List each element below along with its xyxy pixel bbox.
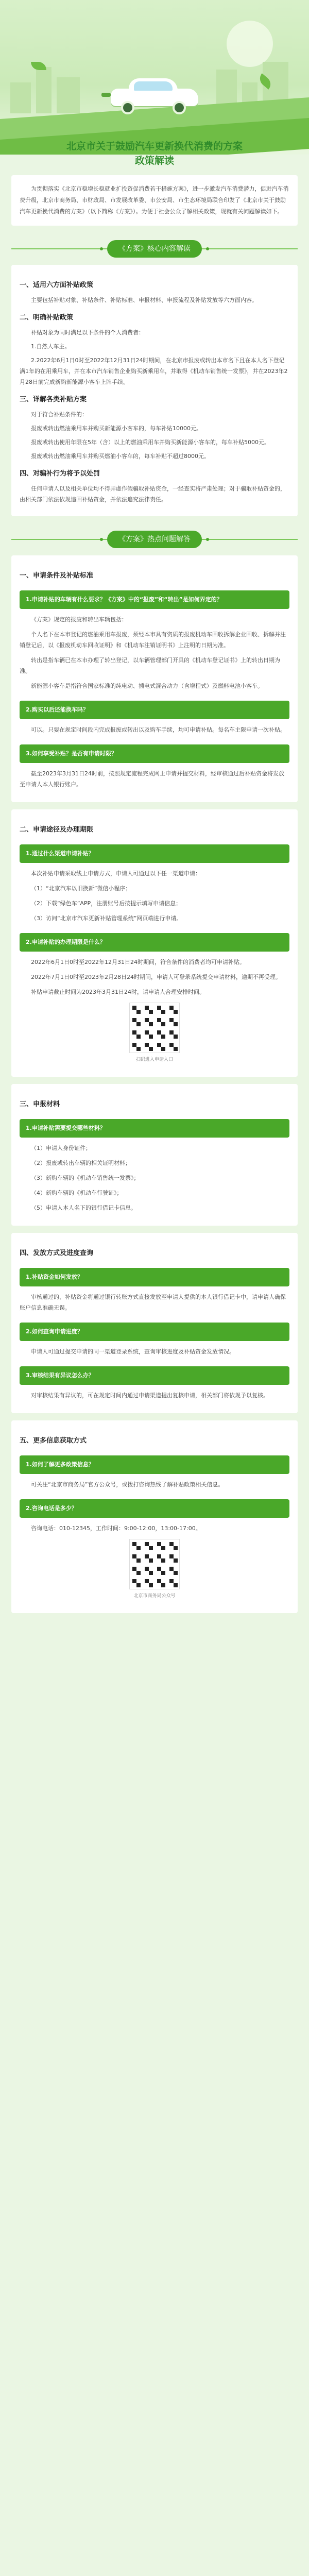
faq-question: 1.通过什么渠道申请补贴？ (20, 844, 289, 863)
core-paragraph: 2.2022年6月1日0时至2022年12月31日24时期间，在北京市报废或转出本市名下且在本人名下登记满1年的在用乘用车，并在本市汽车销售企业购买新乘用车，并取得《机动车销售统一发票》，并在2023年2月28日前完成新购新能源小客车上牌手续。 (20, 357, 288, 385)
section-banner-core (11, 240, 298, 258)
core-section-heading: 一、适用六方面补贴政策 (20, 281, 94, 289)
faq-question: 2.如何查询申请进度？ (20, 1323, 289, 1341)
faq-answer: 转出是指车辆已在本市办理了转出登记，以车辆管理部门开具的《机动车登记证书》上的转出日期为准。 (20, 657, 280, 674)
intro-text: 为贯彻落实《北京市稳增长稳就业扩投资促消费若干措施方案》，进一步激发汽车消费潜力，促进汽车消费升级，北京市商务局、市财政局、市发展改革委、市公安局、市生态环境局联合印发了《北京市关于鼓励汽车更新换代消费的方案》（以下简称《方案》）。为便于社会公众了解相关政策，现就有关问题解读如下。 (20, 185, 289, 215)
faq-group-heading: 一、申请条件及补贴标准 (20, 572, 94, 580)
faq-group-heading: 二、申请途径及办理期限 (20, 826, 94, 834)
core-section-heading: 三、详解各类补贴方案 (20, 396, 87, 403)
faq-group-card (11, 1420, 298, 1613)
faq-answer: 补贴申请截止时间为2023年3月31日24时，请申请人合理安排时间。 (31, 989, 205, 995)
faq-answer: （4）新购车辆的《机动车行驶证》； (31, 1190, 123, 1196)
faq-answer: （3）新购车辆的《机动车销售统一发票》； (31, 1175, 140, 1181)
faq-group-card (11, 1084, 298, 1226)
title-line-2: 政策解读 (134, 155, 174, 166)
core-paragraph: 对于符合补贴条件的： (31, 411, 88, 418)
faq-question: 1.申请补贴的车辆有什么要求？《方案》中的“报废”和“转出”是如何界定的？ (20, 590, 289, 609)
title-line-1: 北京市关于鼓励汽车更新换代消费的方案 (66, 141, 243, 152)
faq-question: 3.审核结果有异议怎么办？ (20, 1366, 289, 1385)
core-paragraph: 1.自然人车主。 (31, 343, 71, 350)
faq-answer: 2022年7月1日0时至2023年2月28日24时期间，申请人可登录系统提交申请材料，逾期不再受理。 (31, 974, 281, 980)
faq-group-heading: 五、更多信息获取方式 (20, 1437, 87, 1445)
qr-code-image (129, 1003, 180, 1053)
faq-answer: （2）报废或转出车辆的相关证明材料； (31, 1160, 131, 1166)
faq-section (0, 555, 309, 1613)
faq-answer: 对审核结果有异议的，可在规定时间内通过申请渠道提出复核申请，相关部门将依规予以复核。 (31, 1392, 269, 1399)
electric-car-illustration (111, 77, 198, 113)
faq-answer: 2022年6月1日0时至2022年12月31日24时期间，符合条件的消费者均可申请补贴。 (31, 959, 245, 965)
faq-answer: 《方案》规定的报废和转出车辆包括： (31, 616, 127, 623)
faq-answer: 截至2023年3月31日24时前，按照规定流程完成网上申请并提交材料，经审核通过后补贴资金将发放至申请人本人银行账户。 (20, 770, 284, 788)
faq-question: 1.补贴资金如何发放？ (20, 1268, 289, 1286)
faq-group-card (11, 809, 298, 1077)
core-paragraph: 报废或转出燃油乘用车并购买新能源小客车的，每车补贴10000元。 (31, 425, 202, 432)
core-paragraph: 补贴对象为同时满足以下条件的个人消费者： (31, 329, 144, 336)
hero-banner (0, 0, 309, 155)
faq-question: 1.申请补贴需要提交哪些材料？ (20, 1119, 289, 1138)
qr-code-image (129, 1539, 180, 1589)
banner-label: 《方案》热点问题解答 (107, 531, 202, 548)
core-section-heading: 四、对骗补行为将予以处罚 (20, 470, 100, 478)
faq-answer: 可关注“北京市商务局”官方公众号，或拨打咨询热线了解补贴政策相关信息。 (31, 1481, 224, 1488)
qr-caption: 扫码进入申请入口 (135, 1057, 173, 1062)
faq-answer: （1）申请人身份证件； (31, 1145, 91, 1151)
page-title (11, 139, 298, 168)
faq-answer: （1）“北京汽车以旧换新”微信小程序； (31, 885, 131, 892)
faq-question: 1.如何了解更多政策信息？ (20, 1455, 289, 1474)
faq-answer: 可以。只要在规定时间段内完成报废或转出以及购车手续，均可申请补贴。每名车主限申请一次补贴。 (31, 726, 286, 733)
faq-question: 2.咨询电话是多少？ (20, 1499, 289, 1518)
faq-group-heading: 三、申报材料 (20, 1100, 60, 1108)
faq-group-heading: 四、发放方式及进度查询 (20, 1249, 94, 1257)
core-paragraph: 任何申请人以及相关单位均不得弄虚作假骗取补贴资金，一经查实将严肃处理；对于骗取补贴资金的，由相关部门依法依规追回补贴资金，并依法追究法律责任。 (20, 485, 286, 503)
core-paragraph: 主要包括补贴对象、补贴条件、补贴标准、申报材料、申报流程及补贴发放等六方面内容。 (31, 297, 258, 303)
faq-answer: 审核通过的，补贴资金将通过银行转账方式直接发放至申请人提供的本人银行借记卡中，请申请人确保账户信息准确无误。 (20, 1294, 286, 1311)
core-content-card (11, 265, 298, 516)
core-section-heading: 二、明确补贴政策 (20, 314, 74, 321)
faq-group-card (11, 1233, 298, 1413)
core-paragraph: 报废或转出使用年限在5年（含）以上的燃油乘用车并购买新能源小客车的，每车补贴5000元。 (31, 439, 270, 446)
faq-question: 2.购买以后还能换车吗？ (20, 701, 289, 719)
banner-label: 《方案》核心内容解读 (107, 240, 202, 258)
faq-answer: （5）申请人本人名下的银行借记卡信息。 (31, 1205, 136, 1211)
faq-answer: （2）下载“绿色车”APP，注册账号后按提示填写申请信息； (31, 900, 182, 907)
faq-answer: 咨询电话：010-12345，工作时间：9:00-12:00，13:00-17:00。 (31, 1525, 201, 1532)
faq-question: 3.如何享受补贴？是否有申请时限？ (20, 744, 289, 763)
intro-card (11, 175, 298, 226)
section-banner-faq (11, 531, 298, 548)
faq-answer: 本次补贴申请采取线上申请方式，申请人可通过以下任一渠道申请： (31, 870, 201, 877)
core-paragraph: 报废或转出燃油乘用车并购买燃油小客车的，每车补贴不超过8000元。 (31, 453, 210, 460)
faq-question: 2.申请补贴的办理期限是什么？ (20, 933, 289, 952)
faq-answer: 申请人可通过提交申请的同一渠道登录系统，查询审核进度及补贴资金发放情况。 (31, 1348, 235, 1355)
faq-answer: （3）访问“北京市汽车更新补贴管理系统”网页端进行申请。 (31, 915, 182, 922)
faq-answer: 个人名下在本市登记的燃油乘用车报废，须经本市具有资质的报废机动车回收拆解企业回收、拆解并注销登记后，以《报废机动车回收证明》和《机动车注销证明书》上注明的日期为准。 (20, 631, 286, 649)
qr-caption: 北京市商务局公众号 (133, 1594, 176, 1599)
faq-group-card (11, 555, 298, 802)
faq-answer: 新能源小客车是指符合国家标准的纯电动、插电式混合动力（含增程式）及燃料电池小客车。 (31, 683, 263, 689)
